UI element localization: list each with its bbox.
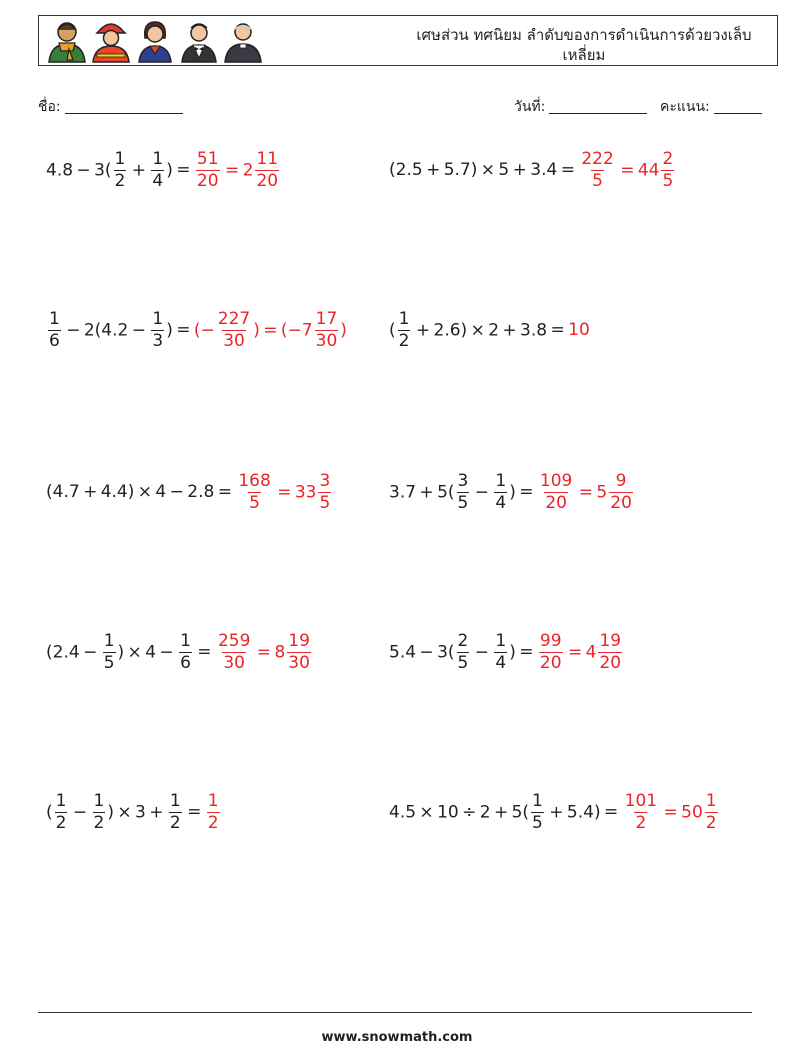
footer-divider [38, 1012, 752, 1013]
expression-text: = [172, 319, 194, 340]
fraction-numerator: 99 [539, 630, 562, 651]
fraction [287, 630, 311, 673]
fraction [207, 790, 220, 833]
fraction [169, 790, 182, 833]
fraction-numerator: 1 [114, 148, 126, 169]
fraction-numerator: 1 [152, 148, 164, 169]
expression-text: = [575, 482, 597, 502]
math-problem [46, 467, 333, 517]
fraction-denominator: 2 [169, 812, 181, 833]
fraction [217, 630, 251, 673]
problem-answer [537, 630, 624, 673]
expression-text: = [193, 641, 215, 662]
fraction-numerator: 19 [599, 630, 622, 651]
fraction-numerator: 1 [705, 790, 717, 811]
problem-answer [194, 148, 281, 191]
expression-text: −7 [287, 320, 313, 340]
fraction-denominator: 4 [152, 170, 164, 191]
fraction [151, 308, 164, 351]
fraction-denominator: 20 [545, 492, 567, 513]
fraction-denominator: 20 [539, 652, 562, 673]
person-with-scarf-icon [49, 23, 85, 62]
fraction-denominator: 6 [180, 652, 191, 673]
expression-text: (2.4 − [46, 642, 101, 662]
fraction-denominator: 30 [315, 330, 338, 351]
name-blank[interactable] [65, 99, 183, 114]
fraction-denominator: 20 [599, 652, 622, 673]
fraction-numerator: 1 [532, 790, 543, 811]
math-problem [389, 787, 720, 837]
problem-question [389, 630, 516, 673]
expression-text: 4.5 × 10 ÷ 2 + 5( [389, 802, 530, 822]
fraction-numerator: 9 [615, 470, 627, 491]
fraction-numerator: 1 [49, 308, 60, 329]
fraction-denominator: 2 [635, 812, 647, 833]
fraction-denominator: 20 [196, 170, 219, 191]
problem-question [46, 790, 184, 833]
problem-question [46, 630, 194, 673]
fraction [318, 470, 331, 513]
fraction-numerator: 2 [457, 630, 469, 651]
problem-answer [193, 308, 347, 351]
problem-answer [578, 148, 676, 191]
expression-text: = [660, 802, 682, 822]
worksheet-title: เศษส่วน ทศนิยม ลำดับของการดำเนินการด้วยวงเล็บเหลี่ยม [416, 26, 752, 64]
fraction-denominator: 4 [495, 652, 507, 673]
fraction [103, 630, 116, 673]
problem-answer [568, 319, 590, 340]
expression-text: = [253, 642, 275, 662]
name-field[interactable] [38, 96, 183, 118]
fraction-numerator: 19 [288, 630, 310, 651]
worksheet-header [38, 15, 778, 66]
expression-text: = [172, 159, 194, 180]
fraction-numerator: 1 [180, 630, 191, 651]
math-problem [389, 145, 676, 195]
expression-text: 33 [294, 482, 317, 502]
math-problem [46, 145, 281, 195]
fraction [624, 790, 658, 833]
problem-question [46, 481, 215, 502]
score-label: คะแนน: [660, 99, 710, 115]
fraction-denominator: 30 [223, 330, 245, 351]
fraction-numerator: 1 [495, 470, 507, 491]
fraction-denominator: 5 [592, 170, 603, 191]
math-problem [389, 467, 635, 517]
priest-icon [225, 24, 261, 62]
fraction [398, 308, 411, 351]
problem-question [46, 148, 173, 191]
fraction-denominator: 30 [288, 652, 310, 673]
score-blank[interactable] [714, 99, 762, 114]
fraction-denominator: 2 [705, 812, 717, 833]
expression-text: − 2(4.2 − [62, 320, 150, 340]
fraction-numerator: 3 [319, 470, 331, 491]
fraction-denominator: 30 [223, 652, 245, 673]
expression-text: − [69, 802, 91, 822]
date-blank[interactable] [549, 99, 647, 114]
fraction-denominator: 5 [532, 812, 543, 833]
problem-question [389, 790, 601, 833]
fraction-denominator: 5 [457, 652, 469, 673]
fraction [580, 148, 614, 191]
fraction [598, 630, 622, 673]
expression-text: − [471, 482, 493, 502]
expression-text: 5 [596, 482, 608, 502]
fraction [531, 790, 544, 833]
expression-text: = [515, 481, 537, 502]
fraction-numerator: 2 [662, 148, 674, 169]
expression-text: 50 [681, 802, 703, 822]
fraction-numerator: 1 [398, 308, 410, 329]
expression-text: = [214, 481, 236, 502]
waiter-icon [182, 24, 216, 62]
problem-question [389, 159, 558, 180]
expression-text: ) [166, 320, 173, 340]
expression-text: (4.7 + 4.4) × 4 − 2.8 [46, 481, 215, 502]
fraction-denominator: 5 [103, 652, 115, 673]
fraction [457, 630, 470, 673]
fraction-numerator: 1 [55, 790, 67, 811]
expression-text: ) = ( [253, 320, 288, 340]
expression-text: ( [46, 802, 53, 822]
fraction-numerator: 3 [457, 470, 469, 491]
fraction-numerator: 1 [495, 630, 507, 651]
fraction-numerator: 101 [624, 790, 658, 811]
fraction-denominator: 2 [207, 812, 219, 833]
expression-text: − [200, 320, 215, 340]
woman-icon [139, 22, 171, 62]
expression-text: ) × 4 − [117, 642, 178, 662]
fraction-numerator: 51 [196, 148, 219, 169]
expression-text: − [471, 642, 493, 662]
math-problem [46, 627, 313, 677]
problem-answer [205, 790, 222, 833]
expression-text: 44 [637, 160, 660, 180]
fraction [196, 148, 220, 191]
fraction [315, 308, 339, 351]
expression-text: + [128, 160, 150, 180]
problem-answer [622, 790, 720, 833]
fraction [494, 630, 507, 673]
fraction-denominator: 3 [152, 330, 164, 351]
fraction-denominator: 20 [256, 170, 279, 191]
fraction-numerator: 17 [315, 308, 338, 329]
expression-text: ( [193, 320, 201, 340]
avatar-strip [43, 18, 283, 64]
expression-text: (2.5 + 5.7) × 5 + 3.4 [389, 159, 558, 180]
expression-text: = [600, 801, 622, 822]
expression-text: + 5.4) [545, 802, 601, 822]
expression-text: ( [389, 320, 396, 340]
math-problem [389, 305, 590, 355]
fraction [55, 790, 68, 833]
problem-question [389, 470, 516, 513]
fraction-denominator: 4 [495, 492, 507, 513]
fraction [457, 470, 470, 513]
fraction [539, 630, 563, 673]
fraction [151, 148, 164, 191]
fraction-numerator: 1 [169, 790, 181, 811]
expression-text: 8 [274, 642, 286, 662]
expression-text: = [515, 641, 537, 662]
fraction [255, 148, 279, 191]
fraction [494, 470, 507, 513]
date-field[interactable] [514, 96, 647, 118]
fraction-denominator: 2 [93, 812, 105, 833]
fraction-denominator: 5 [457, 492, 469, 513]
fraction [114, 148, 127, 191]
math-problem [46, 787, 222, 837]
fraction-numerator: 259 [217, 630, 251, 651]
fraction [179, 630, 192, 673]
expression-text: = [616, 160, 638, 180]
fraction [705, 790, 718, 833]
expression-text: + 2.6) × 2 + 3.8 [412, 320, 548, 340]
math-problem [389, 627, 624, 677]
fraction [217, 308, 251, 351]
expression-text: = [557, 159, 579, 180]
fraction-numerator: 11 [256, 148, 279, 169]
fraction-denominator: 5 [319, 492, 331, 513]
fraction [609, 470, 633, 513]
fraction-numerator: 1 [152, 308, 164, 329]
expression-text: ) [340, 320, 347, 340]
fraction-numerator: 109 [539, 470, 573, 491]
fraction-denominator: 2 [114, 170, 126, 191]
footer-url: www.snowmath.com [321, 1030, 473, 1045]
fraction [661, 148, 674, 191]
expression-text: = [221, 160, 243, 180]
fraction-numerator: 222 [581, 148, 614, 169]
math-problem [46, 305, 347, 355]
expression-text: 10 [568, 319, 590, 340]
date-label: วันที่: [514, 99, 546, 115]
expression-text: = [183, 801, 205, 822]
firefighter-icon [93, 24, 129, 62]
fraction [539, 470, 573, 513]
fraction-denominator: 20 [610, 492, 632, 513]
fraction [237, 470, 271, 513]
expression-text: 5.4 − 3( [389, 642, 455, 662]
expression-text: ) [166, 160, 173, 180]
fraction-numerator: 1 [103, 630, 115, 651]
expression-text: 4.8 − 3( [46, 160, 112, 180]
fraction-numerator: 168 [238, 470, 271, 491]
fraction [93, 790, 106, 833]
expression-text: = [564, 642, 586, 662]
expression-text: 3.7 + 5( [389, 482, 455, 502]
expression-text: = [273, 482, 295, 502]
problem-answer [537, 470, 635, 513]
fraction [48, 308, 61, 351]
expression-text: ) [509, 482, 516, 502]
problem-answer [215, 630, 313, 673]
fraction-denominator: 5 [662, 170, 674, 191]
score-field[interactable] [660, 96, 762, 118]
expression-text: ) [509, 642, 516, 662]
expression-text: ) × 3 + [107, 802, 167, 822]
expression-text: = [547, 319, 569, 340]
fraction-denominator: 2 [55, 812, 67, 833]
name-label: ชื่อ: [38, 99, 61, 115]
fraction-numerator: 227 [217, 308, 251, 329]
fraction-denominator: 5 [249, 492, 260, 513]
expression-text: 2 [242, 160, 254, 180]
problem-answer [235, 470, 333, 513]
problem-question [46, 308, 173, 351]
fraction-numerator: 1 [93, 790, 105, 811]
expression-text: 4 [585, 642, 597, 662]
fraction-denominator: 2 [398, 330, 410, 351]
fraction-numerator: 1 [207, 790, 219, 811]
problem-question [389, 308, 548, 351]
fraction-denominator: 6 [49, 330, 60, 351]
